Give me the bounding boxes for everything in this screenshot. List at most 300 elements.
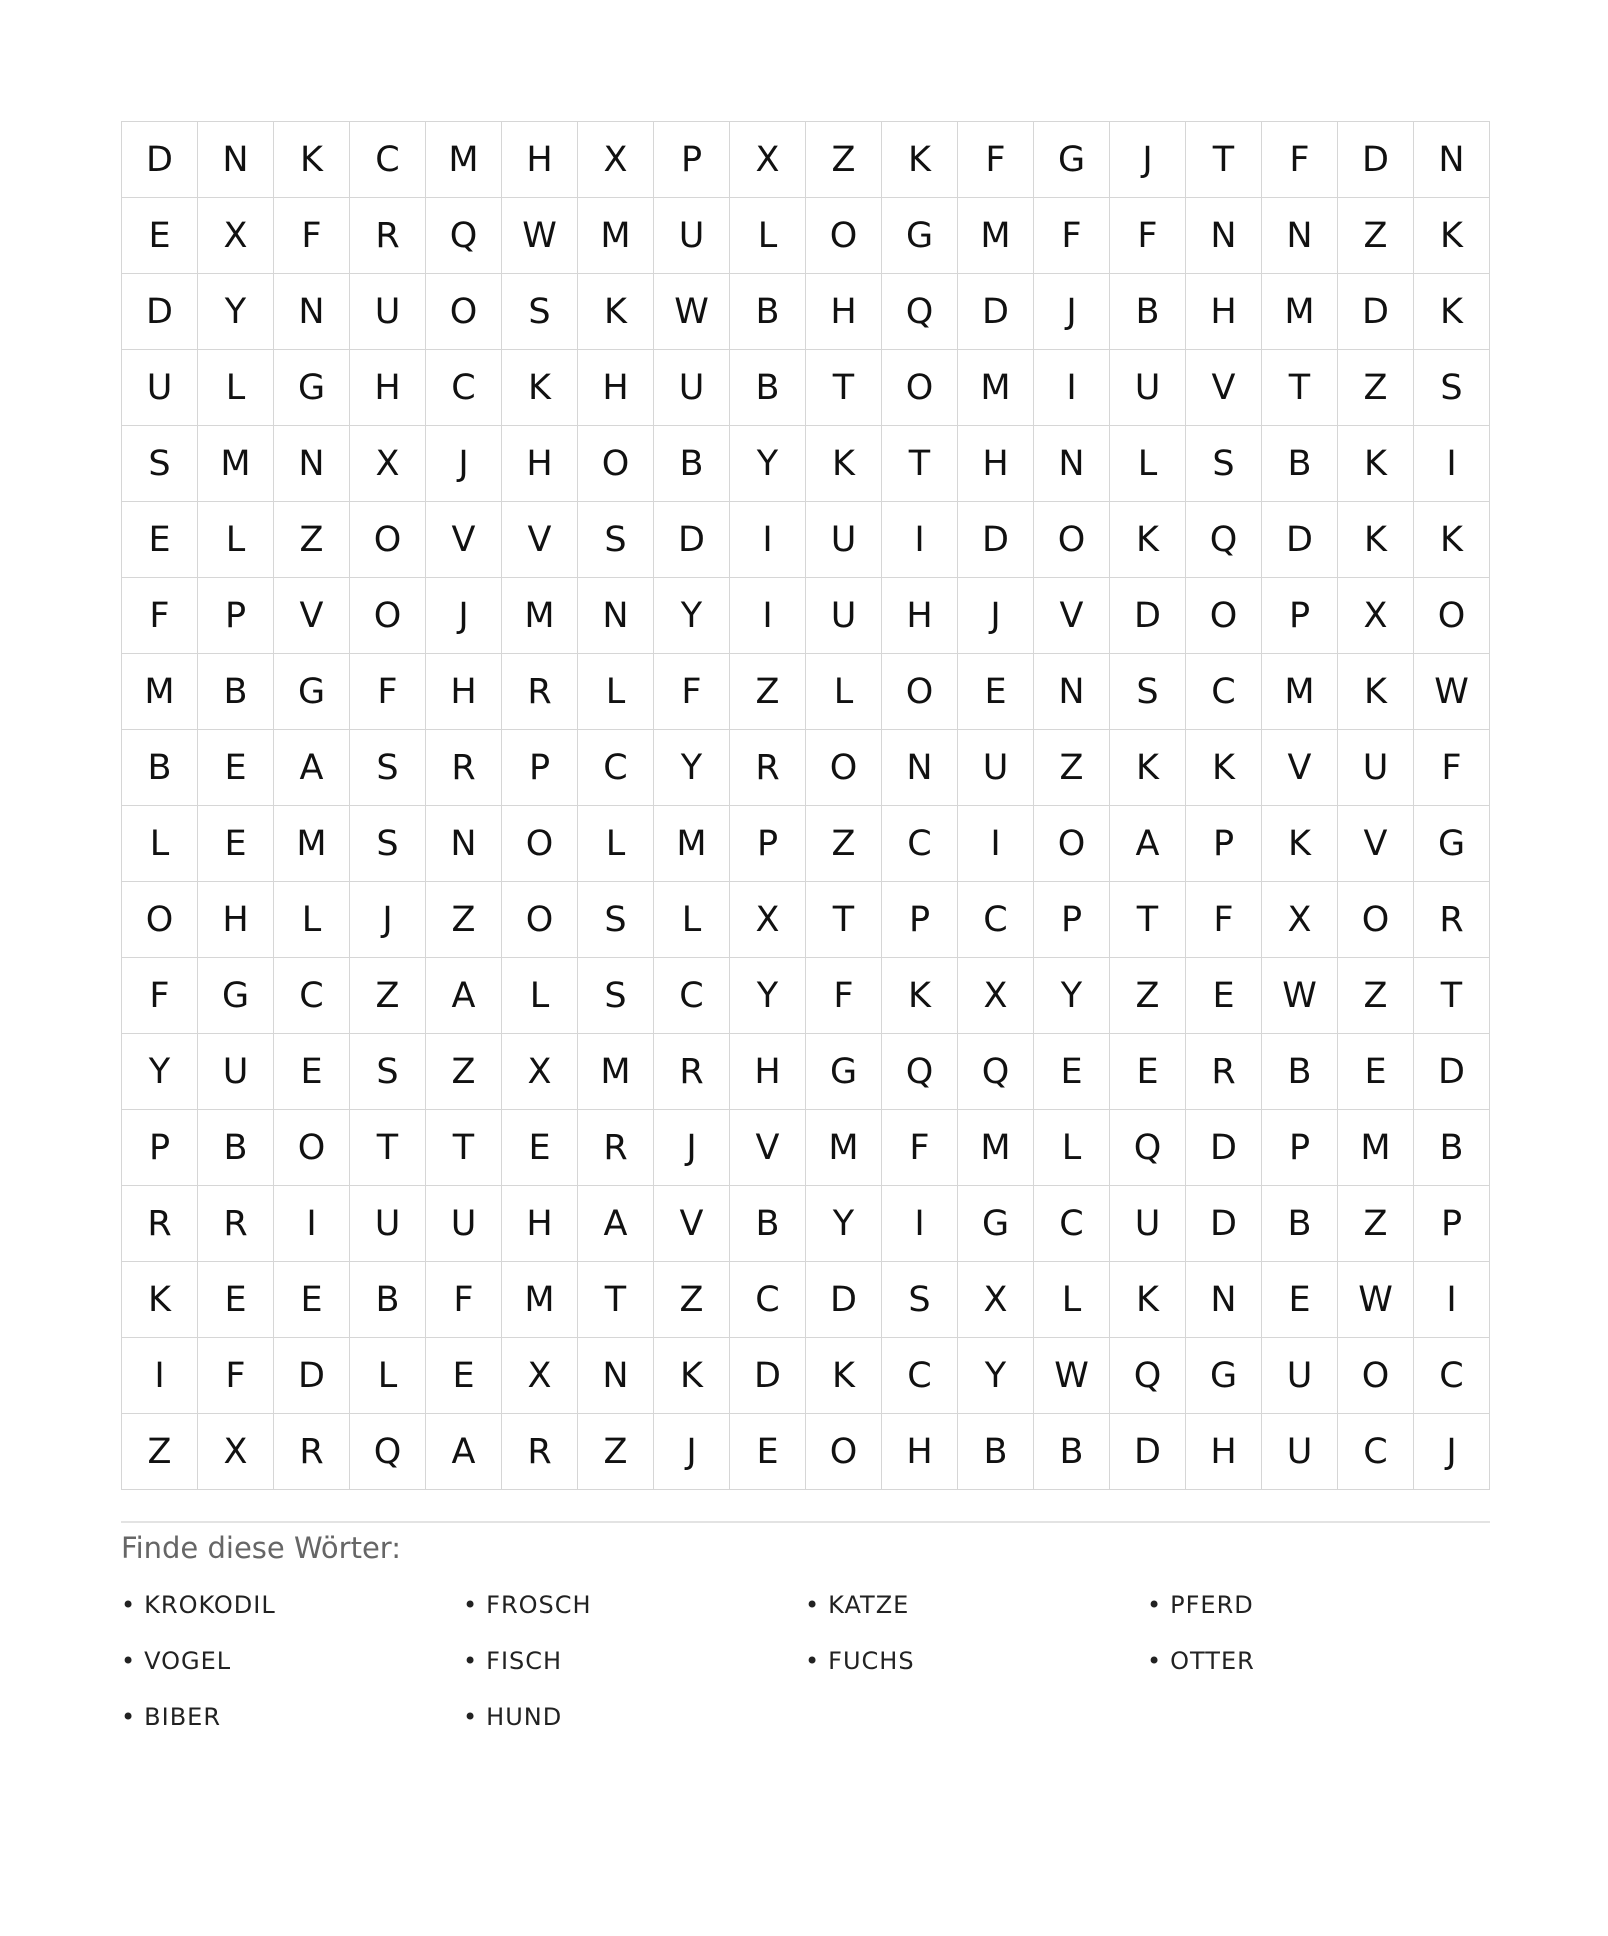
grid-cell[interactable]: X [350,426,426,502]
grid-cell[interactable]: C [1414,1338,1490,1414]
grid-cell[interactable]: O [350,502,426,578]
grid-cell[interactable]: D [1338,122,1414,198]
grid-cell[interactable]: T [1414,958,1490,1034]
grid-cell[interactable]: A [426,1414,502,1490]
grid-cell[interactable]: R [274,1414,350,1490]
grid-cell[interactable]: H [730,1034,806,1110]
grid-cell[interactable]: G [1034,122,1110,198]
grid-cell[interactable]: K [1338,502,1414,578]
grid-cell[interactable]: E [730,1414,806,1490]
grid-cell[interactable]: M [426,122,502,198]
grid-cell[interactable]: Y [1034,958,1110,1034]
grid-cell[interactable]: V [654,1186,730,1262]
grid-cell[interactable]: G [198,958,274,1034]
grid-cell[interactable]: Z [426,1034,502,1110]
grid-cell[interactable]: O [350,578,426,654]
grid-cell[interactable]: K [654,1338,730,1414]
grid-cell[interactable]: R [502,1414,578,1490]
grid-cell[interactable]: M [198,426,274,502]
grid-cell[interactable]: V [1186,350,1262,426]
grid-cell[interactable]: K [806,426,882,502]
grid-cell[interactable]: X [730,882,806,958]
grid-cell[interactable]: I [1414,1262,1490,1338]
grid-cell[interactable]: F [1034,198,1110,274]
grid-cell[interactable]: T [1262,350,1338,426]
grid-cell[interactable]: U [1262,1338,1338,1414]
grid-cell[interactable]: Z [274,502,350,578]
grid-cell[interactable]: E [1110,1034,1186,1110]
grid-cell[interactable]: F [1262,122,1338,198]
grid-cell[interactable]: O [882,654,958,730]
grid-cell[interactable]: F [1414,730,1490,806]
grid-cell[interactable]: P [1186,806,1262,882]
grid-cell[interactable]: N [578,1338,654,1414]
grid-cell[interactable]: I [730,578,806,654]
grid-cell[interactable]: B [654,426,730,502]
grid-cell[interactable]: E [198,1262,274,1338]
grid-cell[interactable]: P [882,882,958,958]
grid-cell[interactable]: Y [806,1186,882,1262]
grid-cell[interactable]: B [122,730,198,806]
grid-cell[interactable]: L [198,502,274,578]
grid-cell[interactable]: B [730,350,806,426]
grid-cell[interactable]: R [1414,882,1490,958]
grid-cell[interactable]: N [578,578,654,654]
grid-cell[interactable]: O [274,1110,350,1186]
grid-cell[interactable]: S [578,882,654,958]
grid-cell[interactable]: F [654,654,730,730]
grid-cell[interactable]: D [806,1262,882,1338]
grid-cell[interactable]: C [1338,1414,1414,1490]
grid-cell[interactable]: M [578,198,654,274]
grid-cell[interactable]: K [1414,274,1490,350]
grid-cell[interactable]: X [958,1262,1034,1338]
grid-cell[interactable]: R [350,198,426,274]
grid-cell[interactable]: Y [654,578,730,654]
grid-cell[interactable]: J [426,426,502,502]
grid-cell[interactable]: D [274,1338,350,1414]
grid-cell[interactable]: K [1414,198,1490,274]
grid-cell[interactable]: H [426,654,502,730]
grid-cell[interactable]: X [198,198,274,274]
grid-cell[interactable]: D [122,274,198,350]
grid-cell[interactable]: B [1262,1034,1338,1110]
grid-cell[interactable]: U [806,578,882,654]
grid-cell[interactable]: V [1034,578,1110,654]
grid-cell[interactable]: Z [578,1414,654,1490]
grid-cell[interactable]: O [1338,1338,1414,1414]
grid-cell[interactable]: D [1110,578,1186,654]
grid-cell[interactable]: D [958,502,1034,578]
grid-cell[interactable]: D [1262,502,1338,578]
grid-cell[interactable]: D [1338,274,1414,350]
grid-cell[interactable]: X [730,122,806,198]
grid-cell[interactable]: U [1262,1414,1338,1490]
grid-cell[interactable]: H [882,578,958,654]
grid-cell[interactable]: G [958,1186,1034,1262]
grid-cell[interactable]: E [274,1262,350,1338]
grid-cell[interactable]: Z [806,122,882,198]
grid-cell[interactable]: I [122,1338,198,1414]
grid-cell[interactable]: P [1034,882,1110,958]
grid-cell[interactable]: O [426,274,502,350]
grid-cell[interactable]: V [426,502,502,578]
grid-cell[interactable]: H [502,1186,578,1262]
grid-cell[interactable]: L [1110,426,1186,502]
grid-cell[interactable]: L [654,882,730,958]
grid-cell[interactable]: M [122,654,198,730]
grid-cell[interactable]: Z [1338,1186,1414,1262]
grid-cell[interactable]: O [1338,882,1414,958]
grid-cell[interactable]: N [1414,122,1490,198]
grid-cell[interactable]: B [350,1262,426,1338]
grid-cell[interactable]: P [1262,1110,1338,1186]
grid-cell[interactable]: Z [654,1262,730,1338]
grid-cell[interactable]: L [502,958,578,1034]
grid-cell[interactable]: C [730,1262,806,1338]
grid-cell[interactable]: R [1186,1034,1262,1110]
grid-cell[interactable]: D [1110,1414,1186,1490]
grid-cell[interactable]: T [806,882,882,958]
grid-cell[interactable]: U [806,502,882,578]
grid-cell[interactable]: S [502,274,578,350]
grid-cell[interactable]: D [1414,1034,1490,1110]
grid-cell[interactable]: M [502,578,578,654]
grid-cell[interactable]: M [806,1110,882,1186]
grid-cell[interactable]: Z [122,1414,198,1490]
grid-cell[interactable]: B [958,1414,1034,1490]
grid-cell[interactable]: K [1262,806,1338,882]
grid-cell[interactable]: J [426,578,502,654]
grid-cell[interactable]: Y [958,1338,1034,1414]
grid-cell[interactable]: C [274,958,350,1034]
grid-cell[interactable]: K [578,274,654,350]
grid-cell[interactable]: N [426,806,502,882]
grid-cell[interactable]: I [730,502,806,578]
grid-cell[interactable]: E [1262,1262,1338,1338]
grid-cell[interactable]: W [654,274,730,350]
grid-cell[interactable]: G [882,198,958,274]
grid-cell[interactable]: T [1110,882,1186,958]
grid-cell[interactable]: D [1186,1186,1262,1262]
grid-cell[interactable]: C [578,730,654,806]
grid-cell[interactable]: E [274,1034,350,1110]
grid-cell[interactable]: J [958,578,1034,654]
grid-cell[interactable]: R [654,1034,730,1110]
grid-cell[interactable]: M [958,1110,1034,1186]
grid-cell[interactable]: N [882,730,958,806]
grid-cell[interactable]: K [1110,1262,1186,1338]
grid-cell[interactable]: T [350,1110,426,1186]
grid-cell[interactable]: O [502,882,578,958]
grid-cell[interactable]: C [882,1338,958,1414]
grid-cell[interactable]: Z [350,958,426,1034]
grid-cell[interactable]: N [274,274,350,350]
grid-cell[interactable]: S [350,730,426,806]
grid-cell[interactable]: F [1110,198,1186,274]
grid-cell[interactable]: P [198,578,274,654]
grid-cell[interactable]: G [274,654,350,730]
grid-cell[interactable]: P [122,1110,198,1186]
grid-cell[interactable]: T [806,350,882,426]
grid-cell[interactable]: B [1414,1110,1490,1186]
grid-cell[interactable]: Z [1338,958,1414,1034]
grid-cell[interactable]: X [198,1414,274,1490]
grid-cell[interactable]: Y [730,426,806,502]
grid-cell[interactable]: R [502,654,578,730]
grid-cell[interactable]: A [426,958,502,1034]
grid-cell[interactable]: A [1110,806,1186,882]
grid-cell[interactable]: L [730,198,806,274]
grid-cell[interactable]: P [502,730,578,806]
grid-cell[interactable]: N [198,122,274,198]
grid-cell[interactable]: T [1186,122,1262,198]
grid-cell[interactable]: S [122,426,198,502]
grid-cell[interactable]: B [1262,1186,1338,1262]
grid-cell[interactable]: V [274,578,350,654]
grid-cell[interactable]: F [806,958,882,1034]
grid-cell[interactable]: H [958,426,1034,502]
grid-cell[interactable]: E [198,730,274,806]
grid-cell[interactable]: L [1034,1110,1110,1186]
grid-cell[interactable]: H [502,426,578,502]
grid-cell[interactable]: Y [654,730,730,806]
grid-cell[interactable]: X [502,1338,578,1414]
grid-cell[interactable]: U [350,1186,426,1262]
grid-cell[interactable]: B [730,274,806,350]
grid-cell[interactable]: F [122,958,198,1034]
grid-cell[interactable]: F [426,1262,502,1338]
grid-cell[interactable]: S [578,958,654,1034]
grid-cell[interactable]: D [122,122,198,198]
grid-cell[interactable]: H [350,350,426,426]
grid-cell[interactable]: R [730,730,806,806]
grid-cell[interactable]: K [502,350,578,426]
grid-cell[interactable]: Q [882,274,958,350]
grid-cell[interactable]: Z [1110,958,1186,1034]
grid-cell[interactable]: S [350,1034,426,1110]
grid-cell[interactable]: P [1262,578,1338,654]
grid-cell[interactable]: K [1186,730,1262,806]
grid-cell[interactable]: M [578,1034,654,1110]
grid-cell[interactable]: F [198,1338,274,1414]
grid-cell[interactable]: O [1034,502,1110,578]
grid-cell[interactable]: R [426,730,502,806]
grid-cell[interactable]: K [122,1262,198,1338]
grid-cell[interactable]: E [426,1338,502,1414]
grid-cell[interactable]: C [958,882,1034,958]
grid-cell[interactable]: C [1034,1186,1110,1262]
grid-cell[interactable]: U [654,350,730,426]
grid-cell[interactable]: L [198,350,274,426]
grid-cell[interactable]: V [730,1110,806,1186]
grid-cell[interactable]: N [274,426,350,502]
grid-cell[interactable]: O [1186,578,1262,654]
grid-cell[interactable]: U [1338,730,1414,806]
grid-cell[interactable]: Q [350,1414,426,1490]
grid-cell[interactable]: X [958,958,1034,1034]
grid-cell[interactable]: H [882,1414,958,1490]
grid-cell[interactable]: X [1338,578,1414,654]
grid-cell[interactable]: L [806,654,882,730]
grid-cell[interactable]: I [1414,426,1490,502]
grid-cell[interactable]: N [1034,654,1110,730]
grid-cell[interactable]: Z [1034,730,1110,806]
grid-cell[interactable]: H [502,122,578,198]
grid-cell[interactable]: R [198,1186,274,1262]
grid-cell[interactable]: X [1262,882,1338,958]
grid-cell[interactable]: Z [426,882,502,958]
grid-cell[interactable]: L [578,654,654,730]
grid-cell[interactable]: Y [122,1034,198,1110]
grid-cell[interactable]: N [1186,198,1262,274]
grid-cell[interactable]: Z [730,654,806,730]
grid-cell[interactable]: O [806,198,882,274]
grid-cell[interactable]: J [1110,122,1186,198]
grid-cell[interactable]: B [1034,1414,1110,1490]
grid-cell[interactable]: A [274,730,350,806]
grid-cell[interactable]: V [502,502,578,578]
grid-cell[interactable]: U [426,1186,502,1262]
grid-cell[interactable]: C [1186,654,1262,730]
grid-cell[interactable]: M [1338,1110,1414,1186]
grid-cell[interactable]: M [958,198,1034,274]
grid-cell[interactable]: V [1338,806,1414,882]
grid-cell[interactable]: B [1262,426,1338,502]
grid-cell[interactable]: L [578,806,654,882]
grid-cell[interactable]: J [654,1414,730,1490]
grid-cell[interactable]: M [274,806,350,882]
grid-cell[interactable]: U [1110,350,1186,426]
grid-cell[interactable]: C [350,122,426,198]
grid-cell[interactable]: S [1110,654,1186,730]
grid-cell[interactable]: H [1186,1414,1262,1490]
grid-cell[interactable]: K [1338,654,1414,730]
grid-cell[interactable]: R [578,1110,654,1186]
grid-cell[interactable]: G [806,1034,882,1110]
grid-cell[interactable]: T [426,1110,502,1186]
grid-cell[interactable]: D [730,1338,806,1414]
grid-cell[interactable]: S [578,502,654,578]
grid-cell[interactable]: I [274,1186,350,1262]
grid-cell[interactable]: O [1414,578,1490,654]
grid-cell[interactable]: U [958,730,1034,806]
grid-cell[interactable]: D [654,502,730,578]
grid-cell[interactable]: W [1262,958,1338,1034]
grid-cell[interactable]: Q [1110,1338,1186,1414]
grid-cell[interactable]: S [1414,350,1490,426]
grid-cell[interactable]: E [1186,958,1262,1034]
grid-cell[interactable]: M [654,806,730,882]
grid-cell[interactable]: S [882,1262,958,1338]
grid-cell[interactable]: W [1338,1262,1414,1338]
grid-cell[interactable]: K [882,958,958,1034]
grid-cell[interactable]: U [198,1034,274,1110]
grid-cell[interactable]: F [958,122,1034,198]
grid-cell[interactable]: G [274,350,350,426]
grid-cell[interactable]: E [1338,1034,1414,1110]
grid-cell[interactable]: K [274,122,350,198]
grid-cell[interactable]: Z [1338,198,1414,274]
grid-cell[interactable]: I [882,1186,958,1262]
grid-cell[interactable]: W [1414,654,1490,730]
grid-cell[interactable]: M [958,350,1034,426]
grid-cell[interactable]: O [1034,806,1110,882]
grid-cell[interactable]: H [578,350,654,426]
grid-cell[interactable]: K [1110,502,1186,578]
grid-cell[interactable]: F [122,578,198,654]
grid-cell[interactable]: S [1186,426,1262,502]
grid-cell[interactable]: O [882,350,958,426]
grid-cell[interactable]: J [1034,274,1110,350]
grid-cell[interactable]: I [1034,350,1110,426]
grid-cell[interactable]: Y [730,958,806,1034]
grid-cell[interactable]: E [1034,1034,1110,1110]
grid-cell[interactable]: L [274,882,350,958]
grid-cell[interactable]: N [1262,198,1338,274]
grid-cell[interactable]: F [1186,882,1262,958]
grid-cell[interactable]: W [502,198,578,274]
grid-cell[interactable]: S [350,806,426,882]
grid-cell[interactable]: H [806,274,882,350]
grid-cell[interactable]: A [578,1186,654,1262]
grid-cell[interactable]: C [426,350,502,426]
grid-cell[interactable]: C [654,958,730,1034]
grid-cell[interactable]: P [730,806,806,882]
grid-cell[interactable]: G [1414,806,1490,882]
grid-cell[interactable]: Y [198,274,274,350]
grid-cell[interactable]: J [654,1110,730,1186]
grid-cell[interactable]: E [122,198,198,274]
grid-cell[interactable]: Q [882,1034,958,1110]
grid-cell[interactable]: O [578,426,654,502]
grid-cell[interactable]: Q [426,198,502,274]
grid-cell[interactable]: Q [958,1034,1034,1110]
grid-cell[interactable]: Z [1338,350,1414,426]
grid-cell[interactable]: Z [806,806,882,882]
grid-cell[interactable]: L [122,806,198,882]
grid-cell[interactable]: T [578,1262,654,1338]
grid-cell[interactable]: F [350,654,426,730]
grid-cell[interactable]: H [198,882,274,958]
grid-cell[interactable]: W [1034,1338,1110,1414]
grid-cell[interactable]: J [1414,1414,1490,1490]
grid-cell[interactable]: K [806,1338,882,1414]
grid-cell[interactable]: B [730,1186,806,1262]
grid-cell[interactable]: E [122,502,198,578]
grid-cell[interactable]: I [882,502,958,578]
grid-cell[interactable]: T [882,426,958,502]
grid-cell[interactable]: E [958,654,1034,730]
grid-cell[interactable]: X [502,1034,578,1110]
grid-cell[interactable]: R [122,1186,198,1262]
grid-cell[interactable]: I [958,806,1034,882]
grid-cell[interactable]: N [1034,426,1110,502]
grid-cell[interactable]: L [1034,1262,1110,1338]
grid-cell[interactable]: K [1338,426,1414,502]
grid-cell[interactable]: P [1414,1186,1490,1262]
grid-cell[interactable]: M [1262,274,1338,350]
grid-cell[interactable]: L [350,1338,426,1414]
grid-cell[interactable]: E [502,1110,578,1186]
grid-cell[interactable]: K [882,122,958,198]
grid-cell[interactable]: X [578,122,654,198]
grid-cell[interactable]: M [502,1262,578,1338]
grid-cell[interactable]: U [1110,1186,1186,1262]
grid-cell[interactable]: O [122,882,198,958]
grid-cell[interactable]: C [882,806,958,882]
grid-cell[interactable]: U [654,198,730,274]
